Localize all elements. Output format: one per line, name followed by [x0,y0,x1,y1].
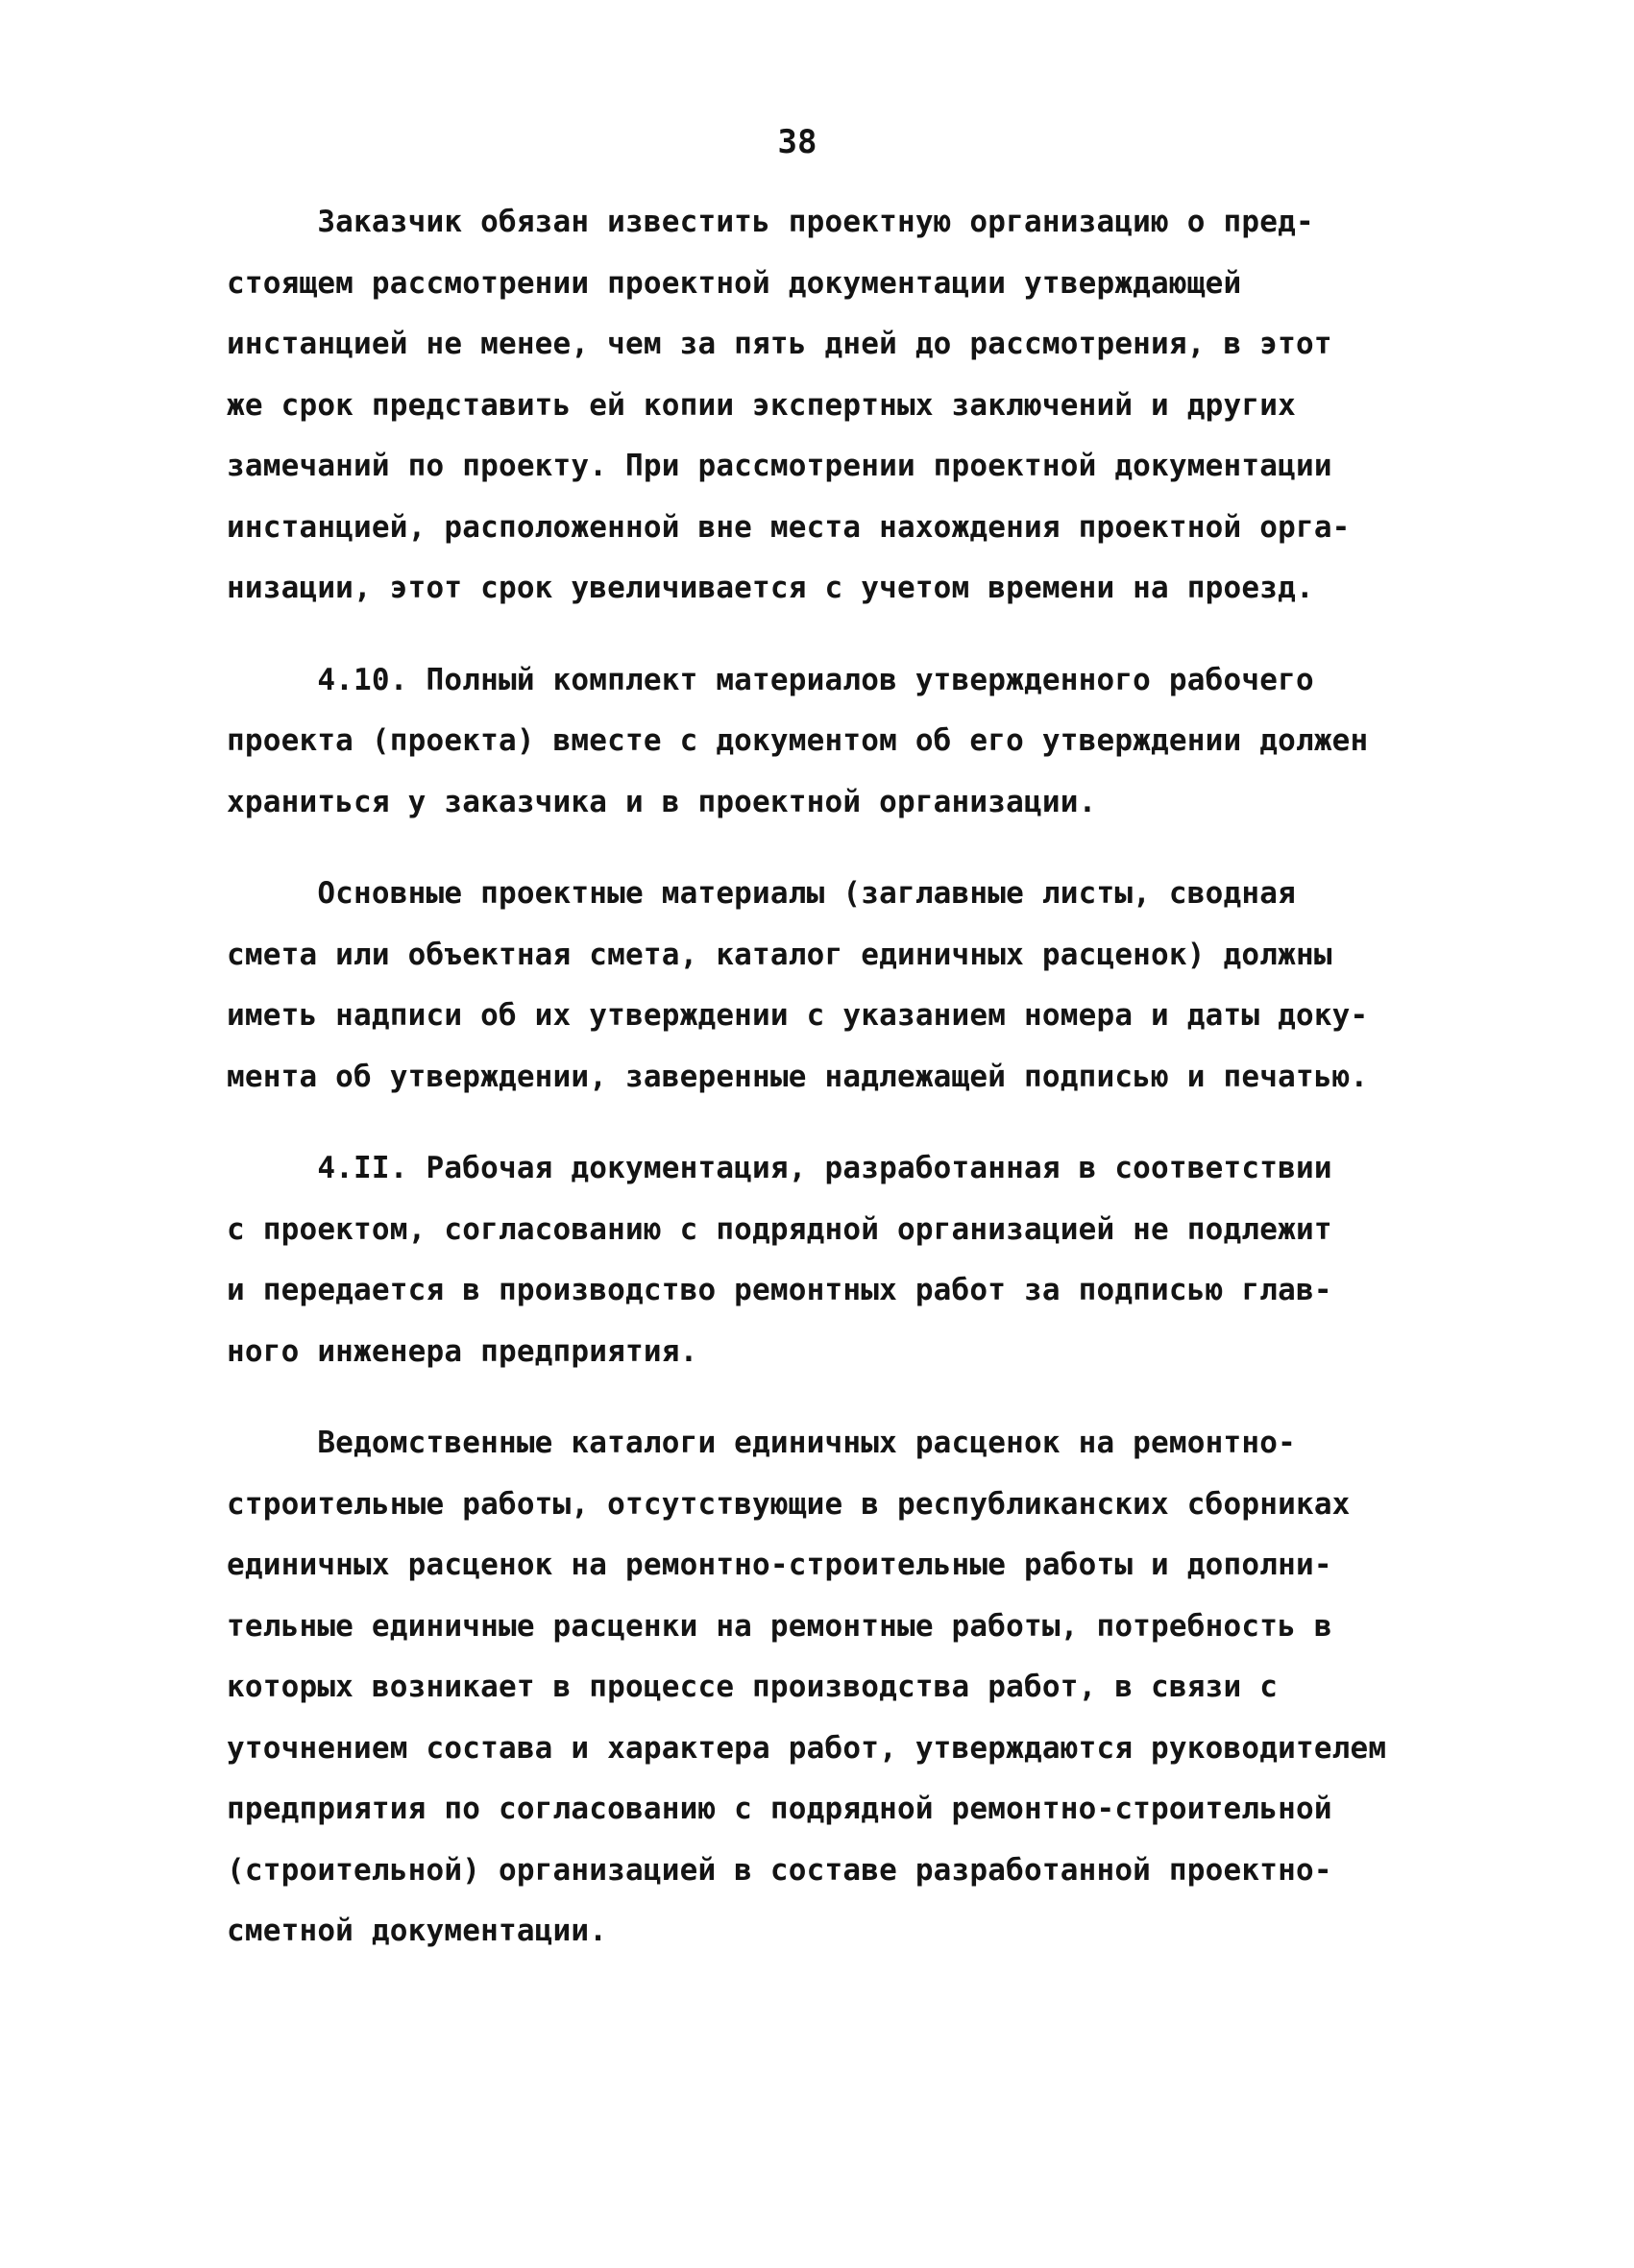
text-line: проекта (проекта) вместе с документом об его утверждении должен [227,723,1369,758]
text-line: инстанцией, расположенной вне места нахождения проектной орга- [227,509,1351,545]
text-line: же срок представить ей копии экспертных заключений и других [227,387,1296,423]
text-line: ного инженера предприятия. [227,1333,698,1369]
text-line: Ведомственные каталоги единичных расценок на ремонтно- [227,1426,1296,1460]
text-line: 4.II. Рабочая документация, разработанная в соответствии [227,1151,1332,1185]
text-line: Заказчик обязан известить проектную организацию о пред- [227,205,1314,239]
text-line: мента об утверждении, заверенные надлежащей подписью и печатью. [227,1059,1369,1094]
text-line: которых возникает в процессе производства работ, в связи с [227,1670,1279,1704]
paragraph-section-4-11 [227,1138,1418,1382]
text-line: предприятия по согласованию с подрядной ремонтно-строительной [227,1792,1332,1826]
paragraph-main-design-materials [227,864,1418,1108]
text-line: сметной документации. [227,1914,608,1948]
text-line: единичных расценок на ремонтно-строительные работы и дополни- [227,1548,1332,1582]
text-line: храниться у заказчика и в проектной организации. [227,784,1097,819]
paragraph-gap [227,1108,1418,1138]
text-line: с проектом, согласованию с подрядной организацией не подлежит [227,1211,1332,1247]
text-line: Основные проектные материалы (заглавные листы, сводная [227,876,1296,911]
paragraph-departmental-catalogs [227,1413,1418,1963]
text-line: уточнением состава и характера работ, утверждаются руководителем [227,1730,1387,1766]
paragraph-gap [227,833,1418,864]
text-line: инстанцией не менее, чем за пять дней до рассмотрения, в этот [227,327,1332,361]
paragraph-section-4-10 [227,650,1418,834]
text-line: и передается в производство ремонтных работ за подписью глав- [227,1273,1332,1307]
text-line: тельные единичные расценки на ремонтные работы, потребность в [227,1608,1332,1644]
text-line: стоящем рассмотрении проектной документации утверждающей [227,265,1242,301]
page-number: 38 [777,123,817,161]
text-line: строительные работы, отсутствующие в республиканских сборниках [227,1486,1351,1522]
paragraph-gap [227,620,1418,650]
paragraph-notice-to-design-org [227,192,1418,620]
text-line: смета или объектная смета, каталог единичных расценок) должны [227,937,1332,972]
paragraph-gap [227,1382,1418,1413]
document-body [227,192,1418,1963]
text-line: низации, этот срок увеличивается с учетом времени на проезд. [227,571,1314,605]
text-line: замечаний по проекту. При рассмотрении проектной документации [227,449,1332,483]
text-line: 4.10. Полный комплект материалов утвержденного рабочего [227,662,1314,697]
text-line: иметь надписи об их утверждении с указанием номера и даты доку- [227,998,1369,1033]
text-line: (строительной) организацией в составе разработанной проектно- [227,1852,1332,1888]
